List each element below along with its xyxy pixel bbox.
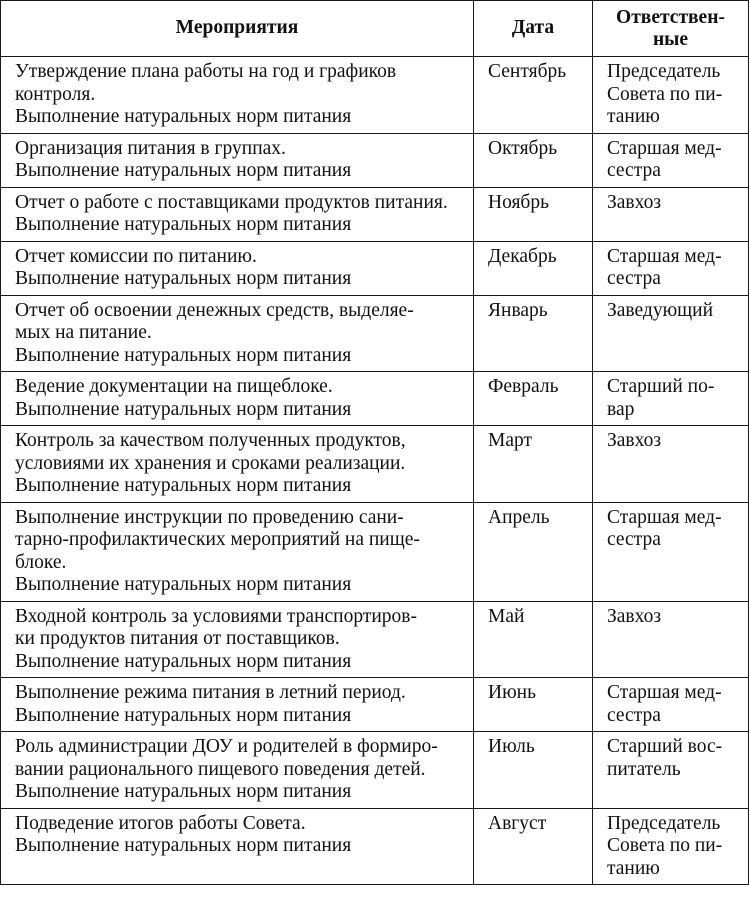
responsible-line: Совета по пи-: [607, 835, 723, 856]
event-line: Выполнение натуральных норм питания: [15, 704, 352, 726]
header-responsible-text: Ответствен- ные: [616, 6, 725, 50]
table-row: [1, 57, 749, 134]
date-text: Январь: [488, 299, 548, 321]
event-line: Выполнение натуральных норм питания: [15, 574, 352, 595]
header-responsible: [593, 1, 749, 57]
cell-date: [474, 295, 593, 372]
header-event: Мероприятия: [1, 1, 474, 57]
event-line: контроля.: [15, 83, 96, 105]
table-row: [1, 808, 749, 885]
table-body: [1, 57, 749, 885]
cell-responsible: [593, 133, 749, 187]
cell-date: [474, 372, 593, 426]
event-line: вании рационального пищевого поведения детей.: [15, 758, 426, 780]
responsible-line: Завхоз: [607, 605, 662, 627]
table-row: [1, 133, 749, 187]
date-text: Март: [488, 430, 533, 451]
event-line: Выполнение натуральных норм питания: [15, 398, 352, 420]
cell-event: [1, 601, 474, 678]
date-text: Апрель: [488, 506, 550, 528]
cell-date: [474, 732, 593, 809]
responsible-line: Старший по-: [607, 376, 715, 397]
date-text: Май: [488, 605, 525, 627]
event-line: Выполнение режима питания в летний период.: [15, 682, 406, 703]
date-text: Декабрь: [488, 245, 557, 267]
responsible-line: Старшая мед-: [607, 506, 722, 528]
event-line: Подведение итогов работы Совета.: [15, 812, 306, 834]
responsible-line: Заведующий: [607, 299, 714, 321]
cell-responsible: [593, 187, 749, 241]
table-row: [1, 241, 749, 295]
responsible-line: Председатель: [607, 61, 721, 82]
responsible-line: Старшая мед-: [607, 137, 722, 159]
date-text: Август: [488, 812, 547, 834]
table-row: [1, 426, 749, 503]
date-text: Февраль: [488, 376, 559, 397]
responsible-line: питатель: [607, 758, 681, 780]
cell-event: [1, 426, 474, 503]
cell-date: [474, 808, 593, 885]
cell-responsible: [593, 426, 749, 503]
date-text: Ноябрь: [488, 191, 549, 213]
event-line: Выполнение натуральных норм питания: [15, 835, 352, 856]
cell-responsible: [593, 372, 749, 426]
cell-event: [1, 295, 474, 372]
date-text: Июнь: [488, 682, 536, 703]
event-line: Организация питания в группах.: [15, 137, 286, 159]
responsible-line: сестра: [607, 268, 661, 289]
table-header-row: [1, 1, 749, 57]
cell-event: [1, 678, 474, 732]
event-line: Ведение документации на пищеблоке.: [15, 376, 333, 397]
cell-event: [1, 57, 474, 134]
event-line: Выполнение натуральных норм питания: [15, 650, 352, 672]
cell-responsible: [593, 295, 749, 372]
cell-event: [1, 808, 474, 885]
table-row: [1, 601, 749, 678]
cell-date: [474, 187, 593, 241]
responsible-line: Председатель: [607, 812, 721, 834]
event-line: Утверждение плана работы на год и графиков: [15, 61, 397, 82]
cell-responsible: [593, 57, 749, 134]
header-date: Дата: [474, 1, 593, 57]
cell-date: [474, 57, 593, 134]
cell-date: [474, 133, 593, 187]
event-line: Роль администрации ДОУ и родителей в формиро-: [15, 736, 438, 757]
cell-event: [1, 187, 474, 241]
cell-responsible: [593, 502, 749, 601]
cell-date: [474, 502, 593, 601]
responsible-line: вар: [607, 398, 635, 420]
table-row: [1, 187, 749, 241]
event-line: ки продуктов питания от поставщиков.: [15, 628, 340, 649]
event-line: Выполнение натуральных норм питания: [15, 214, 352, 235]
cell-date: [474, 601, 593, 678]
event-line: Выполнение натуральных норм питания: [15, 781, 352, 802]
date-text: Октябрь: [488, 137, 558, 159]
cell-date: [474, 241, 593, 295]
event-line: Выполнение натуральных норм питания: [15, 106, 352, 127]
event-line: Выполнение инструкции по проведению сани-: [15, 506, 404, 528]
responsible-line: танию: [607, 106, 660, 127]
event-line: Выполнение натуральных норм питания: [15, 344, 352, 366]
cell-date: [474, 678, 593, 732]
cell-event: [1, 732, 474, 809]
responsible-line: сестра: [607, 704, 661, 726]
date-text: Сентябрь: [488, 61, 567, 82]
table-row: [1, 732, 749, 809]
event-line: блоке.: [15, 551, 67, 573]
responsible-line: Старшая мед-: [607, 682, 722, 703]
event-line: Отчет о работе с поставщиками продуктов питания.: [15, 191, 448, 213]
responsible-line: сестра: [607, 160, 661, 181]
responsible-line: Старшая мед-: [607, 245, 722, 267]
cell-event: [1, 133, 474, 187]
responsible-line: танию: [607, 857, 660, 879]
cell-responsible: [593, 808, 749, 885]
cell-event: [1, 241, 474, 295]
cell-event: [1, 502, 474, 601]
cell-responsible: [593, 678, 749, 732]
table-row: [1, 678, 749, 732]
event-line: Выполнение натуральных норм питания: [15, 475, 352, 496]
event-line: мых на питание.: [15, 322, 152, 343]
date-text: Июль: [488, 736, 535, 757]
event-line: Контроль за качеством полученных продуктов,: [15, 430, 406, 451]
event-line: Отчет комиссии по питанию.: [15, 245, 257, 267]
responsible-line: Совета по пи-: [607, 83, 723, 105]
cell-responsible: [593, 732, 749, 809]
event-line: Выполнение натуральных норм питания: [15, 160, 352, 181]
event-line: Входной контроль за условиями транспортиров-: [15, 605, 418, 627]
cell-date: [474, 426, 593, 503]
event-line: тарно-профилактических мероприятий на пище-: [15, 529, 420, 550]
event-line: условиями их хранения и сроками реализации.: [15, 452, 406, 474]
event-line: Выполнение натуральных норм питания: [15, 268, 352, 289]
table-row: [1, 502, 749, 601]
cell-responsible: [593, 601, 749, 678]
cell-event: [1, 372, 474, 426]
table-row: [1, 372, 749, 426]
responsible-line: Завхоз: [607, 191, 662, 213]
cell-responsible: [593, 241, 749, 295]
event-line: Отчет об освоении денежных средств, выделяе-: [15, 299, 414, 321]
responsible-line: Старший вос-: [607, 736, 723, 757]
responsible-line: сестра: [607, 529, 661, 550]
responsible-line: Завхоз: [607, 430, 662, 451]
table-row: [1, 295, 749, 372]
